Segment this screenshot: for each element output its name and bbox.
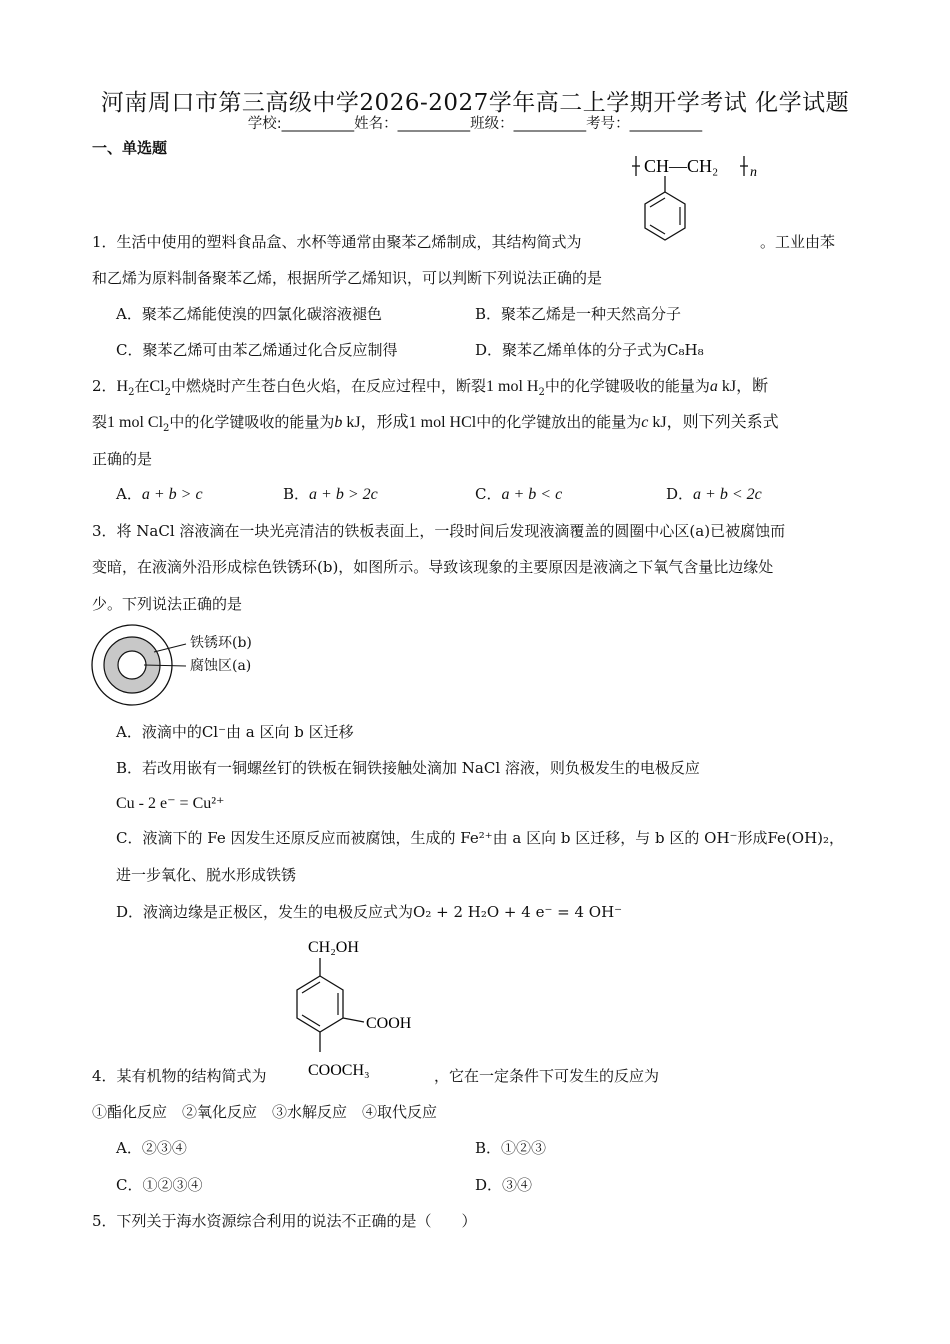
- exam-title: 河南周口市第三高级中学2026-2027学年高二上学期开学考试 化学试题: [100, 90, 850, 116]
- polymer-subscript: n: [750, 165, 757, 180]
- q2-option-c[interactable]: C．a + b < c: [475, 485, 563, 503]
- q3-stem-line3: 少。下列说法正确的是: [92, 595, 243, 613]
- q4-stem-line1-end: ，它在一定条件下可发生的反应为: [434, 1067, 660, 1085]
- q2-stem-line2: 裂1 mol $Cl_2$中的化学键吸收的能量为b kJ，形成1 mol HCl中的化学键放出的能量为c kJ，则下列关系式: [92, 413, 779, 434]
- q4-stem-line1: 4．某有机物的结构简式为: [92, 1067, 267, 1085]
- q4-option-b[interactable]: B．①②③: [475, 1139, 547, 1157]
- q4-reaction-list: ①酯化反应 ②氧化反应 ③水解反应 ④取代反应: [92, 1103, 438, 1121]
- q3-stem-line1: 3．将 NaCl 溶液滴在一块光亮清洁的铁板表面上，一段时间后发现液滴覆盖的圆圈中心区(a)已被腐蚀而: [92, 522, 786, 540]
- q2-stem-line1: 2．$H_2$在$Cl_2$中燃烧时产生苍白色火焰，在反应过程中，断裂1 mol $H_2$中的化学键吸收的能量为a kJ，断: [92, 377, 769, 398]
- q2-stem-line3: 正确的是: [92, 450, 153, 468]
- q1-stem-line2: 和乙烯为原料制备聚苯乙烯，根据所学乙烯知识，可以判断下列说法正确的是: [92, 269, 603, 287]
- q2-option-b[interactable]: B．a + b > 2c: [283, 485, 378, 503]
- q3-option-d[interactable]: D．液滴边缘是正极区，发生的电极反应式为O₂ + 2 H₂O + 4 e⁻ = 4 OH⁻: [116, 903, 623, 921]
- q1-option-a[interactable]: A．聚苯乙烯能使溴的四氯化碳溶液褪色: [116, 305, 382, 323]
- group-cooch3: COOCH₃: [308, 1062, 370, 1079]
- q4-option-c[interactable]: C．①②③④: [116, 1176, 203, 1194]
- figure-label-rust-ring: 铁锈环(b): [190, 635, 252, 651]
- polystyrene-structure: [630, 148, 780, 248]
- section-heading: 一、单选题: [92, 139, 168, 157]
- q3-option-c-line2: 进一步氧化、脱水形成铁锈: [116, 866, 297, 884]
- figure-label-corrosion-zone: 腐蚀区(a): [190, 658, 252, 674]
- q2-option-a[interactable]: A．a + b > c: [116, 485, 203, 503]
- q3-option-c[interactable]: C．液滴下的 Fe 因发生还原反应而被腐蚀，生成的 Fe²⁺由 a 区向 b 区迁移，与 b 区的 OH⁻形成Fe(OH)₂，: [116, 829, 845, 847]
- q1-stem-line1-end: 。工业由苯: [760, 233, 836, 251]
- q3-option-b-equation: Cu - 2 e⁻ = Cu²⁺: [116, 795, 225, 812]
- group-ch2oh: CH₂OH: [308, 939, 359, 956]
- q1-option-c[interactable]: C．聚苯乙烯可由苯乙烯通过化合反应制得: [116, 341, 398, 359]
- polystyrene-formula: CH—CH₂: [644, 156, 719, 176]
- q3-option-b[interactable]: B．若改用嵌有一铜螺丝钉的铁板在铜铁接触处滴加 NaCl 溶液，则负极发生的电极反应: [116, 759, 700, 777]
- q1-option-d[interactable]: D．聚苯乙烯单体的分子式为C₈H₈: [475, 341, 704, 359]
- student-info-line: 学校:__________姓名：__________班级：__________考号：__________: [247, 116, 703, 132]
- q4-option-d[interactable]: D．③④: [475, 1176, 533, 1194]
- q5-stem-line1: 5．下列关于海水资源综合利用的说法不正确的是（ ）: [92, 1212, 477, 1230]
- group-cooh: COOH: [366, 1015, 412, 1032]
- q4-option-a[interactable]: A．②③④: [116, 1139, 187, 1157]
- q1-option-b[interactable]: B．聚苯乙烯是一种天然高分子: [475, 305, 682, 323]
- q1-stem-line1: 1．生活中使用的塑料食品盒、水杯等通常由聚苯乙烯制成，其结构简式为: [92, 233, 582, 251]
- q3-stem-line2: 变暗，在液滴外沿形成棕色铁锈环(b)，如图所示。导致该现象的主要原因是液滴之下氧气含量比边缘处: [92, 558, 774, 576]
- q2-option-d[interactable]: D．a + b < 2c: [666, 485, 762, 503]
- organic-compound-structure: [280, 930, 440, 1085]
- q3-option-a[interactable]: A．液滴中的Cl⁻由 a 区向 b 区迁移: [116, 723, 354, 741]
